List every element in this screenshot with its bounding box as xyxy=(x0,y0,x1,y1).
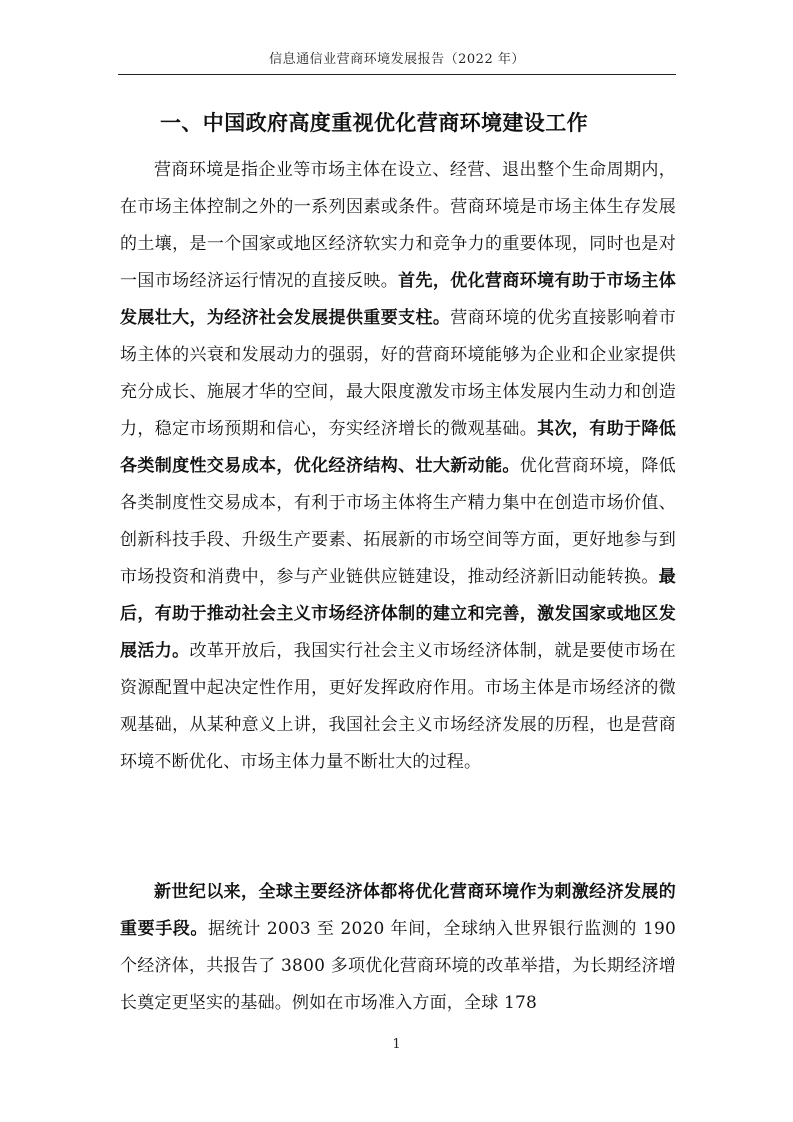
emphasis-third-point: 最后，有助于推动社会主义市场经济体制的建立和完善，激发国家或地区发展活力。 xyxy=(120,567,676,661)
emphasis-second-point: 其次，有助于降低各类制度性交易成本，优化经济结构、壮大新动能。 xyxy=(120,419,676,476)
running-header: 信息通信业营商环境发展报告（2022 年） xyxy=(269,52,525,67)
emphasis-global-trend: 新世纪以来，全球主要经济体都将优化营商环境作为刺激经济发展的重要手段。 xyxy=(120,882,676,939)
body-paragraph xyxy=(120,152,676,781)
section-heading: 一、中国政府高度重视优化营商环境建设工作 xyxy=(160,111,588,135)
page-number: 1 xyxy=(392,1037,401,1052)
header-divider xyxy=(118,74,676,75)
paragraph-text: 改革开放后，我国实行社会主义市场经济体制，就是要使市场在资源配置中起决定性作用，更好发挥政府作用。市场主体是市场经济的微观基础，从某种意义上讲，我国社会主义市场经济发展的历程，也是营商环境不断优化、市场主体力量不断壮大的过程。 xyxy=(120,641,676,772)
paragraph-text: 据统计 2003 至 2020 年间，全球纳入世界银行监测的 190 个经济体，共报告了 3800 多项优化营商环境的改革举措，为长期经济增长奠定更坚实的基础。例如在市场准入方面，全球 178 xyxy=(120,919,677,1013)
paragraph-text: 营商环境是指企业等市场主体在设立、经营、退出整个生命周期内，在市场主体控制之外的一系列因素或条件。营商环境是市场主体生存发展的土壤，是一个国家或地区经济软实力和竞争力的重要体现，同时也是对一国市场经济运行情况的直接反映。 xyxy=(120,160,676,291)
paragraph-text: 营商环境的优劣直接影响着市场主体的兴衰和发展动力的强弱，好的营商环境能够为企业和企业家提供充分成长、施展才华的空间，最大限度激发市场主体发展内生动力和创造力，稳定市场预期和信心，夯实经济增长的微观基础。 xyxy=(120,308,676,439)
paragraph-text: 优化营商环境，降低各类制度性交易成本，有利于市场主体将生产精力集中在创造市场价值、创新科技手段、升级生产要素、拓展新的市场空间等方面，更好地参与到市场投资和消费中，参与产业链供应链建设，推动经济新旧动能转换。 xyxy=(120,456,676,587)
emphasis-first-point: 首先，优化营商环境有助于市场主体发展壮大，为经济社会发展提供重要支柱。 xyxy=(120,271,676,328)
body-paragraph xyxy=(120,874,676,1022)
